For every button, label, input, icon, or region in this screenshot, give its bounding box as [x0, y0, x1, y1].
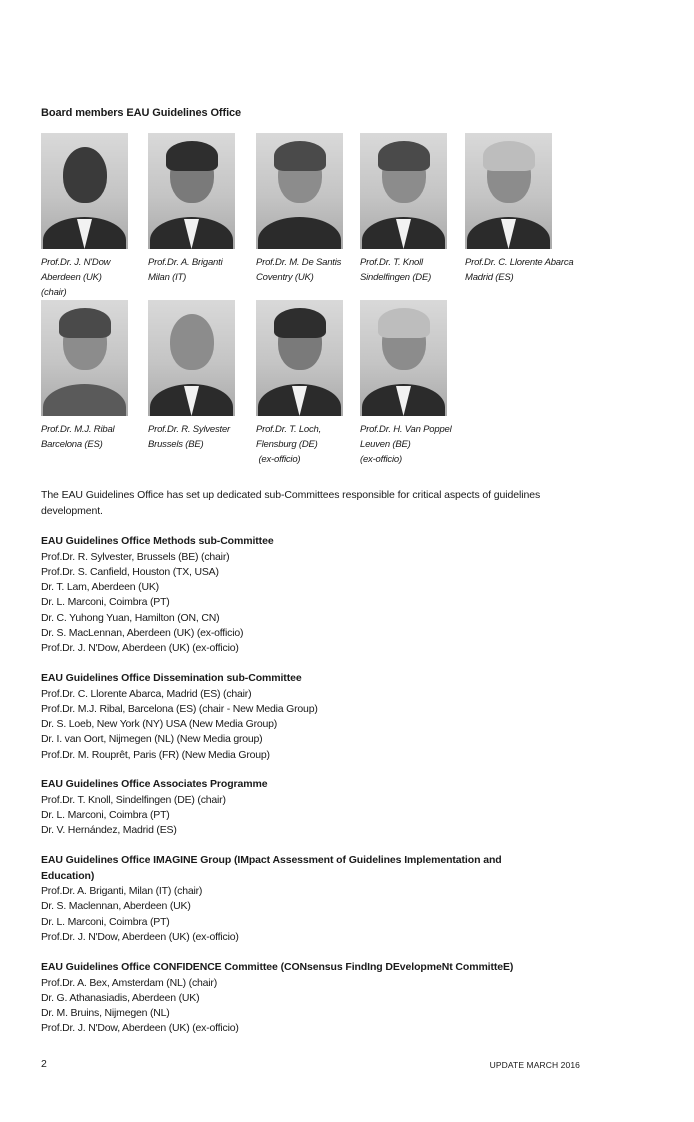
- list-item: Prof.Dr. A. Briganti, Milan (IT) (chair): [41, 885, 203, 897]
- member-photo: [256, 133, 343, 249]
- committee-associates: [41, 777, 581, 838]
- committee-member-list: [41, 687, 581, 763]
- member-caption: [256, 255, 376, 285]
- member-photo: [360, 300, 447, 416]
- list-item: Dr. V. Hernández, Madrid (ES): [41, 824, 177, 837]
- list-item: Dr. L. Marconi, Coimbra (PT): [41, 596, 170, 609]
- board-member: [360, 133, 480, 285]
- member-name: Prof.Dr. M. De Santis: [256, 257, 342, 268]
- member-role: (ex-officio): [360, 454, 402, 465]
- list-item: Prof.Dr. A. Bex, Amsterdam (NL) (chair): [41, 976, 217, 989]
- member-location: Flensburg (DE): [256, 439, 318, 450]
- member-name: Prof.Dr. C. Llorente Abarca: [465, 257, 574, 268]
- member-location: Aberdeen (UK): [41, 272, 102, 283]
- member-name: Prof.Dr. R. Sylvester: [148, 424, 231, 435]
- member-name: Prof.Dr. J. N'Dow: [41, 257, 111, 268]
- member-caption: [148, 422, 268, 452]
- committee-member-list: [41, 976, 581, 1037]
- member-caption: [148, 255, 268, 285]
- member-photo: [148, 133, 235, 249]
- member-location: Coventry (UK): [256, 272, 314, 283]
- list-item: Prof.Dr. J. N'Dow, Aberdeen (UK) (ex-officio): [41, 642, 239, 655]
- member-photo: [360, 133, 447, 249]
- list-item: Prof.Dr. R. Sylvester, Brussels (BE) (chair): [41, 550, 230, 563]
- list-item: Dr. S. Loeb, New York (NY) USA (New Media Group): [41, 718, 278, 731]
- committee-member-list: [41, 793, 581, 839]
- member-role: (chair): [41, 287, 67, 298]
- member-name: Prof.Dr. T. Loch,: [256, 424, 322, 435]
- member-caption: [41, 255, 161, 300]
- member-caption: [465, 255, 585, 285]
- list-item: Dr. M. Bruins, Nijmegen (NL): [41, 1007, 170, 1020]
- member-location: Madrid (ES): [465, 272, 514, 283]
- committee-title: EAU Guidelines Office Associates Programme: [41, 778, 268, 790]
- list-item: Prof.Dr. C. Llorente Abarca, Madrid (ES) (chair): [41, 687, 252, 700]
- member-caption: [256, 422, 376, 467]
- board-member: [41, 133, 161, 300]
- board-member: [256, 133, 376, 285]
- list-item: Prof.Dr. M. Rouprêt, Paris (FR) (New Media Group): [41, 748, 270, 761]
- member-location: Milan (IT): [148, 272, 187, 283]
- member-name: Prof.Dr. M.J. Ribal: [41, 424, 115, 435]
- member-photo: [41, 300, 128, 416]
- committee-member-list: [41, 550, 581, 657]
- board-member: [465, 133, 585, 285]
- member-name: Prof.Dr. H. Van Poppel: [360, 424, 452, 435]
- member-location: Brussels (BE): [148, 439, 204, 450]
- list-item: Prof.Dr. T. Knoll, Sindelfingen (DE) (chair): [41, 793, 226, 806]
- member-photo: [148, 300, 235, 416]
- member-name: Prof.Dr. T. Knoll: [360, 257, 423, 268]
- board-member: [148, 300, 268, 452]
- list-item: Prof.Dr. J. N'Dow, Aberdeen (UK) (ex-officio): [41, 1022, 239, 1035]
- member-caption: [41, 422, 161, 452]
- board-title: Board members EAU Guidelines Office: [41, 107, 242, 119]
- member-role: (ex-officio): [256, 454, 301, 465]
- list-item: Dr. C. Yuhong Yuan, Hamilton (ON, CN): [41, 611, 220, 624]
- member-location: Leuven (BE): [360, 439, 411, 450]
- list-item: Dr. L. Marconi, Coimbra (PT): [41, 808, 170, 821]
- committee-title: EAU Guidelines Office IMAGINE Group (IMpact Assessment of Guidelines Implementation and Education): [41, 854, 502, 882]
- committee-member-list: [41, 884, 541, 945]
- member-location: Sindelfingen (DE): [360, 272, 432, 283]
- committee-imagine: [41, 853, 541, 945]
- page-number: 2: [41, 1058, 47, 1070]
- intro-paragraph: The EAU Guidelines Office has set up dedicated sub-Committees responsible for critical aspects of guidelines development.: [41, 489, 541, 517]
- committee-title: EAU Guidelines Office Dissemination sub-Committee: [41, 672, 302, 684]
- board-member: [256, 300, 376, 467]
- member-photo: [465, 133, 552, 249]
- committee-methods: [41, 534, 581, 657]
- board-member: [41, 300, 161, 452]
- member-location: Barcelona (ES): [41, 439, 103, 450]
- footer-update-label: UPDATE MARCH 2016: [489, 1060, 580, 1070]
- list-item: Dr. I. van Oort, Nijmegen (NL) (New Media group): [41, 733, 263, 746]
- committee-confidence: [41, 960, 581, 1037]
- list-item: Dr. L. Marconi, Coimbra (PT): [41, 915, 170, 928]
- list-item: Prof.Dr. J. N'Dow, Aberdeen (UK) (ex-officio): [41, 930, 239, 943]
- list-item: Dr. G. Athanasiadis, Aberdeen (UK): [41, 991, 200, 1004]
- member-caption: [360, 255, 480, 285]
- list-item: Dr. S. Maclennan, Aberdeen (UK): [41, 900, 191, 913]
- member-name: Prof.Dr. A. Briganti: [148, 257, 223, 268]
- member-caption: [360, 422, 480, 467]
- committee-title: EAU Guidelines Office Methods sub-Committee: [41, 535, 274, 547]
- committee-dissemination: [41, 671, 581, 763]
- board-member: [360, 300, 480, 467]
- member-photo: [41, 133, 128, 249]
- member-photo: [256, 300, 343, 416]
- list-item: Dr. T. Lam, Aberdeen (UK): [41, 581, 159, 594]
- committee-title: EAU Guidelines Office CONFIDENCE Committee (CONsensus FindIng DEvelopmeNt CommitteE): [41, 961, 514, 973]
- list-item: Prof.Dr. M.J. Ribal, Barcelona (ES) (chair - New Media Group): [41, 702, 318, 715]
- board-member: [148, 133, 268, 285]
- list-item: Prof.Dr. S. Canfield, Houston (TX, USA): [41, 565, 219, 578]
- list-item: Dr. S. MacLennan, Aberdeen (UK) (ex-officio): [41, 626, 244, 639]
- document-page: [41, 0, 601, 1122]
